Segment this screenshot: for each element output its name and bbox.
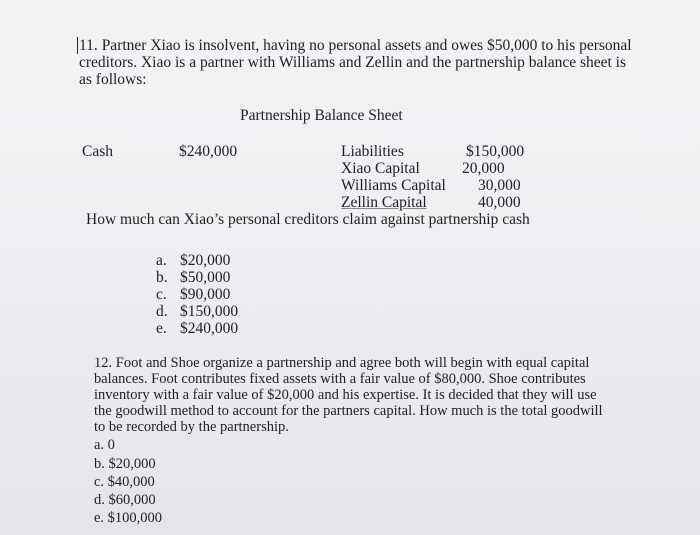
q11-option: d. $150,000 [156,303,239,320]
liability-label: Williams Capital [341,177,446,194]
q12-option: d. $60,000 [94,492,156,508]
q12-line-4: the goodwill method to account for the partners capital. How much is the total goodwill [94,403,603,419]
q12-line-3: inventory with a fair value of $20,000 and his expertise. It is decided that they will use [94,387,597,403]
q12-line-1: 12. Foot and Shoe organize a partnership and agree both will begin with equal capital [94,355,590,371]
liability-label: Liabilities [341,143,404,160]
q12-option: a. 0 [94,437,115,453]
q11-line-1-text: Partner Xiao is insolvent, having no personal assets and owes $50,000 to his personal [101,37,632,54]
liability-value: 40,000 [478,194,521,211]
asset-value: $240,000 [179,143,238,160]
q11-option: b. $50,000 [156,269,231,286]
q12-option: b. $20,000 [94,456,156,472]
asset-label: Cash [82,143,113,160]
q11-option: e. $240,000 [156,320,239,337]
q11-line-3: as follows: [79,71,147,88]
q11-option: a. $20,000 [156,252,231,269]
liability-label: Zellin Capital [341,194,427,211]
q11-line-1 [79,37,632,54]
q11-number: 11. [79,37,98,54]
q12-line-5: to be recorded by the partnership. [94,419,289,435]
liability-label: Xiao Capital [341,160,420,177]
q11-question: How much can Xiao’s personal creditors claim against partnership cash [86,211,530,228]
liability-value: $150,000 [466,143,525,160]
liability-value: 20,000 [462,160,505,177]
liability-value: 30,000 [478,177,521,194]
q11-option: c. $90,000 [156,286,231,303]
q11-line-2: creditors. Xiao is a partner with Williams and Zellin and the partnership balance sheet is [79,54,627,71]
text-cursor [77,37,78,54]
q12-option: e. $100,000 [94,510,163,526]
balance-sheet-title: Partnership Balance Sheet [240,107,403,124]
q12-line-2: balances. Foot contributes fixed assets with a fair value of $80,000. Shoe contributes [94,371,586,387]
q12-option: c. $40,000 [94,474,155,490]
